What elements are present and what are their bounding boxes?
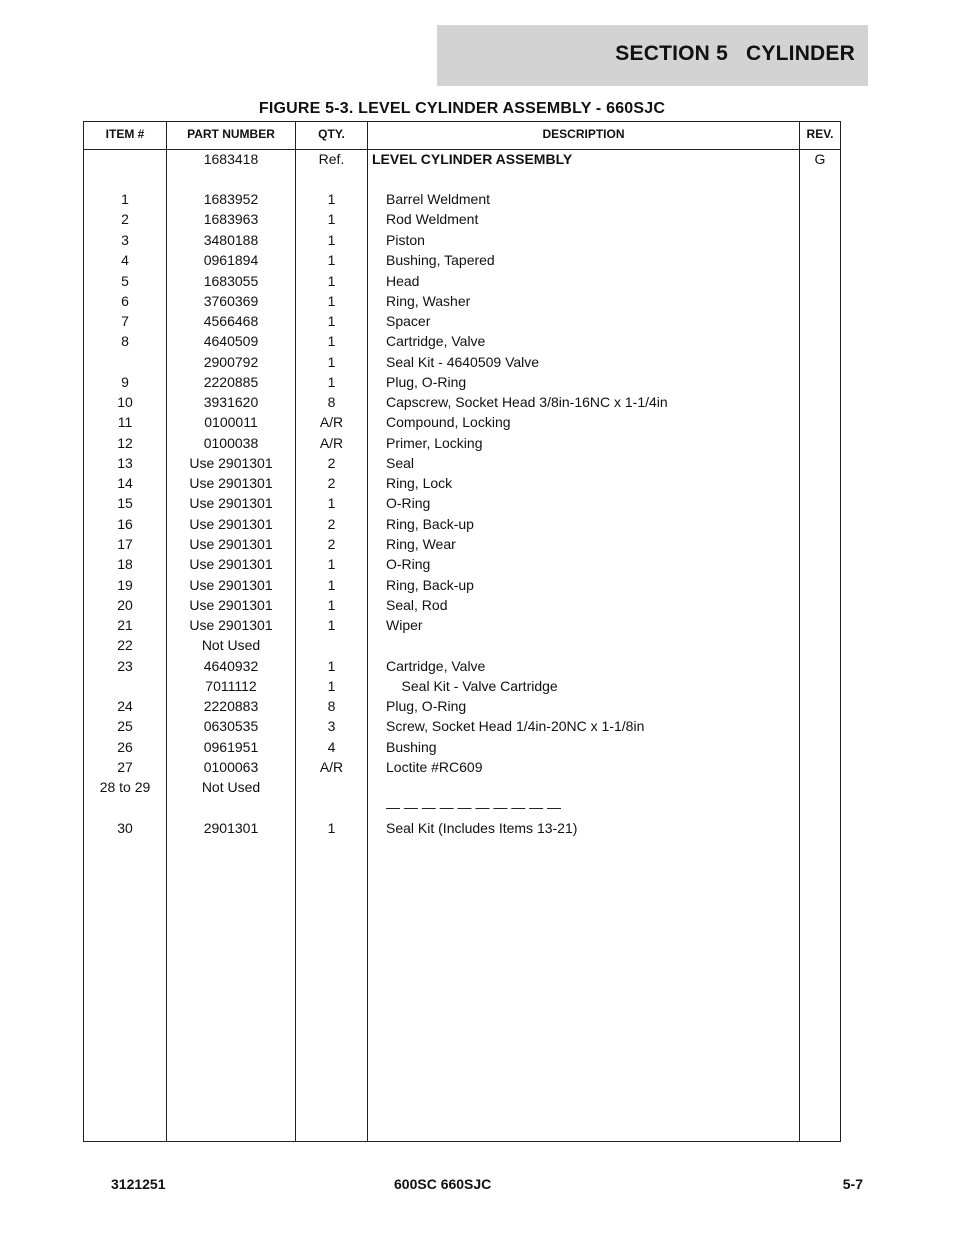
cell-desc: Ring, Lock [386, 475, 453, 491]
cell-part: 4566468 [203, 313, 259, 329]
cell-part: 1683952 [203, 191, 259, 207]
cell-part: 0100011 [204, 414, 258, 430]
cell-rev [800, 189, 840, 209]
cell-part: 2901301 [203, 820, 259, 836]
table-row [84, 514, 840, 534]
cell-desc: Bushing, Tapered [386, 252, 495, 268]
cell-item: 24 [117, 698, 133, 714]
cell-desc: Seal Kit (Includes Items 13-21) [386, 820, 578, 836]
cell-rev [800, 595, 840, 615]
cell-item: 12 [117, 435, 133, 451]
cell-desc: — — — — — — — — — — [386, 799, 562, 815]
cell-item: 16 [117, 516, 133, 532]
table-row [84, 554, 840, 574]
cell-part: 2220885 [203, 374, 259, 390]
cell-item: 17 [117, 536, 133, 552]
cell-part: Not Used [201, 779, 261, 795]
cell-qty: 1 [327, 232, 336, 248]
cell-desc: Primer, Locking [386, 435, 483, 451]
header-item: ITEM # [105, 127, 145, 141]
cell-item: 10 [117, 394, 133, 410]
cell-part: 4640932 [203, 658, 259, 674]
cell-rev [800, 818, 840, 838]
cell-rev [800, 311, 840, 331]
table-row [84, 595, 840, 615]
cell-item: 13 [117, 455, 133, 471]
cell-rev [800, 493, 840, 513]
parts-table [83, 121, 841, 1142]
section-title: SECTION 5 CYLINDER [615, 42, 855, 65]
cell-item: 8 [121, 333, 129, 349]
cell-qty: A/R [319, 435, 344, 451]
cell-part: Use 2901301 [189, 536, 273, 552]
table-row [84, 291, 840, 311]
cell-desc: Capscrew, Socket Head 3/8in-16NC x 1-1/4in [386, 394, 668, 410]
table-row [84, 656, 840, 676]
cell-item [84, 149, 166, 169]
cell-item: 14 [117, 475, 133, 491]
cell-qty: 1 [327, 597, 336, 613]
cell-qty: 8 [327, 698, 336, 714]
cell-item: 26 [117, 739, 133, 755]
table-row [84, 534, 840, 554]
table-row [84, 331, 840, 351]
cell-desc: Ring, Washer [386, 293, 471, 309]
footer-model: 600SC 660SJC [394, 1176, 492, 1192]
cell-qty: 1 [327, 252, 336, 268]
table-row [84, 635, 840, 655]
cell-part: 2900792 [203, 354, 259, 370]
cell-part: 0100038 [203, 435, 259, 451]
cell-qty: 1 [327, 556, 336, 572]
cell-desc [386, 635, 806, 655]
cell-item: 4 [121, 252, 129, 268]
cell-desc: Piston [386, 232, 425, 248]
table-row [84, 473, 840, 493]
cell-desc: Wiper [386, 617, 423, 633]
header-part-number: PART NUMBER [187, 127, 275, 141]
cell-item: 19 [117, 577, 133, 593]
cell-rev [800, 433, 840, 453]
cell-desc: Ring, Back-up [386, 516, 474, 532]
cell-part [167, 797, 295, 817]
figure-title: FIGURE 5-3. LEVEL CYLINDER ASSEMBLY - 660SJC [258, 100, 666, 117]
table-row [84, 453, 840, 473]
table-row [84, 271, 840, 291]
cell-rev [800, 757, 840, 777]
cell-item: 5 [121, 273, 129, 289]
cell-rev [800, 716, 840, 736]
section-banner [437, 25, 868, 86]
table-header-row [84, 122, 840, 150]
cell-qty: A/R [319, 759, 344, 775]
cell-part: 1683963 [203, 211, 259, 227]
cell-part: Use 2901301 [189, 455, 273, 471]
cell-rev [800, 615, 840, 635]
cell-item: 9 [121, 374, 129, 390]
cell-rev [800, 534, 840, 554]
cell-item: 1 [121, 191, 129, 207]
table-row [84, 797, 840, 817]
cell-qty: 2 [327, 455, 336, 471]
cell-qty: 1 [327, 617, 336, 633]
cell-rev [800, 209, 840, 229]
cell-desc: Screw, Socket Head 1/4in-20NC x 1-1/8in [386, 718, 645, 734]
cell-rev [800, 352, 840, 372]
cell-desc: Loctite #RC609 [386, 759, 483, 775]
cell-qty: 1 [327, 333, 336, 349]
cell-desc: Rod Weldment [386, 211, 479, 227]
cell-part: Use 2901301 [189, 577, 273, 593]
cell-desc: Ring, Back-up [386, 577, 474, 593]
cell-item: 27 [117, 759, 133, 775]
cell-qty: A/R [319, 414, 344, 430]
cell-item: 30 [117, 820, 133, 836]
cell-desc: Seal [386, 455, 415, 471]
cell-item: 2 [121, 211, 129, 227]
header-qty: QTY. [318, 127, 345, 141]
cell-qty: 1 [327, 658, 336, 674]
header-description: DESCRIPTION [542, 127, 625, 141]
cell-rev [800, 331, 840, 351]
cell-qty: 2 [327, 516, 336, 532]
cell-part: 0961951 [203, 739, 259, 755]
cell-qty: 1 [327, 495, 336, 511]
cell-desc: Plug, O-Ring [386, 374, 467, 390]
cell-item: 21 [117, 617, 133, 633]
cell-part: Not Used [201, 637, 261, 653]
cell-rev [800, 453, 840, 473]
cell-item [84, 676, 166, 696]
cell-rev [800, 696, 840, 716]
table-row [84, 777, 840, 797]
cell-qty [296, 797, 367, 817]
cell-rev [800, 676, 840, 696]
cell-item: 11 [117, 414, 133, 430]
cell-qty: 1 [327, 354, 336, 370]
cell-rev: G [814, 151, 826, 167]
cell-item [84, 797, 166, 817]
cell-part: 1683055 [203, 273, 259, 289]
cell-qty: 8 [327, 394, 336, 410]
table-row [84, 676, 840, 696]
table-row [84, 311, 840, 331]
table-row [84, 352, 840, 372]
cell-qty: Ref. [318, 151, 345, 167]
cell-qty: 2 [327, 536, 336, 552]
table-row [84, 189, 840, 209]
cell-part: Use 2901301 [189, 495, 273, 511]
cell-rev [800, 271, 840, 291]
header-rev: REV. [806, 127, 834, 141]
cell-qty: 1 [327, 293, 336, 309]
cell-desc: O-Ring [386, 556, 431, 572]
cell-part: Use 2901301 [189, 597, 273, 613]
cell-part: Use 2901301 [189, 475, 273, 491]
table-row [84, 372, 840, 392]
cell-qty [296, 777, 367, 797]
cell-desc [386, 777, 806, 797]
cell-qty: 1 [327, 374, 336, 390]
table-row [84, 493, 840, 513]
cell-qty: 2 [327, 475, 336, 491]
cell-desc: Seal Kit - Valve Cartridge [386, 678, 558, 694]
footer-manual-number: 3121251 [111, 1176, 166, 1192]
cell-desc: Head [386, 273, 420, 289]
cell-qty: 3 [327, 718, 336, 734]
cell-desc: LEVEL CYLINDER ASSEMBLY [372, 151, 573, 167]
cell-part: 3480188 [203, 232, 259, 248]
cell-desc: Seal Kit - 4640509 Valve [386, 354, 540, 370]
table-row [84, 149, 840, 169]
table-row [84, 818, 840, 838]
cell-qty: 4 [327, 739, 336, 755]
cell-rev [800, 554, 840, 574]
cell-desc: O-Ring [386, 495, 431, 511]
cell-rev [800, 291, 840, 311]
table-row [84, 716, 840, 736]
cell-item: 23 [117, 658, 133, 674]
cell-qty: 1 [327, 273, 336, 289]
cell-part: 2220883 [203, 698, 259, 714]
cell-desc: Ring, Wear [386, 536, 456, 552]
cell-qty: 1 [327, 577, 336, 593]
table-row [84, 412, 840, 432]
cell-part: Use 2901301 [189, 617, 273, 633]
cell-qty [296, 635, 367, 655]
cell-item: 7 [121, 313, 129, 329]
cell-item: 6 [121, 293, 129, 309]
table-row [84, 209, 840, 229]
cell-item: 25 [117, 718, 133, 734]
cell-item [84, 352, 166, 372]
table-row [84, 737, 840, 757]
cell-item: 20 [117, 597, 133, 613]
cell-rev [800, 514, 840, 534]
cell-qty: 1 [327, 313, 336, 329]
page-footer [0, 1176, 954, 1196]
footer-page-number: 5-7 [842, 1176, 863, 1192]
cell-qty: 1 [327, 191, 336, 207]
cell-rev [800, 635, 840, 655]
cell-item: 3 [121, 232, 129, 248]
cell-desc: Spacer [386, 313, 431, 329]
cell-rev [800, 575, 840, 595]
cell-rev [800, 392, 840, 412]
cell-desc: Compound, Locking [386, 414, 511, 430]
cell-qty: 1 [327, 820, 336, 836]
cell-desc: Seal, Rod [386, 597, 448, 613]
cell-item: 15 [117, 495, 133, 511]
table-row [84, 392, 840, 412]
table-row [84, 433, 840, 453]
cell-rev [800, 230, 840, 250]
cell-rev [800, 797, 840, 817]
cell-desc: Cartridge, Valve [386, 333, 486, 349]
table-row [84, 757, 840, 777]
table-row [84, 696, 840, 716]
cell-part: Use 2901301 [189, 516, 273, 532]
cell-rev [800, 777, 840, 797]
cell-part: 0630535 [203, 718, 259, 734]
cell-part: 3760369 [203, 293, 259, 309]
cell-item: 28 to 29 [99, 779, 151, 795]
cell-part: 3931620 [203, 394, 259, 410]
cell-rev [800, 250, 840, 270]
table-row [84, 230, 840, 250]
cell-rev [800, 737, 840, 757]
cell-item: 18 [117, 556, 133, 572]
cell-part: 4640509 [203, 333, 259, 349]
cell-rev [800, 656, 840, 676]
table-row [84, 250, 840, 270]
cell-desc: Plug, O-Ring [386, 698, 467, 714]
table-row [84, 575, 840, 595]
cell-rev [800, 372, 840, 392]
cell-rev [800, 473, 840, 493]
cell-qty: 1 [327, 678, 336, 694]
cell-desc: Bushing [386, 739, 437, 755]
cell-desc: Barrel Weldment [386, 191, 491, 207]
cell-part: 0100063 [203, 759, 259, 775]
cell-qty: 1 [327, 211, 336, 227]
cell-item: 22 [117, 637, 133, 653]
cell-part: 7011112 [205, 678, 257, 694]
cell-rev [800, 412, 840, 432]
cell-desc: Cartridge, Valve [386, 658, 486, 674]
cell-part: Use 2901301 [189, 556, 273, 572]
cell-part: 1683418 [203, 151, 259, 167]
table-row [84, 615, 840, 635]
cell-part: 0961894 [203, 252, 259, 268]
